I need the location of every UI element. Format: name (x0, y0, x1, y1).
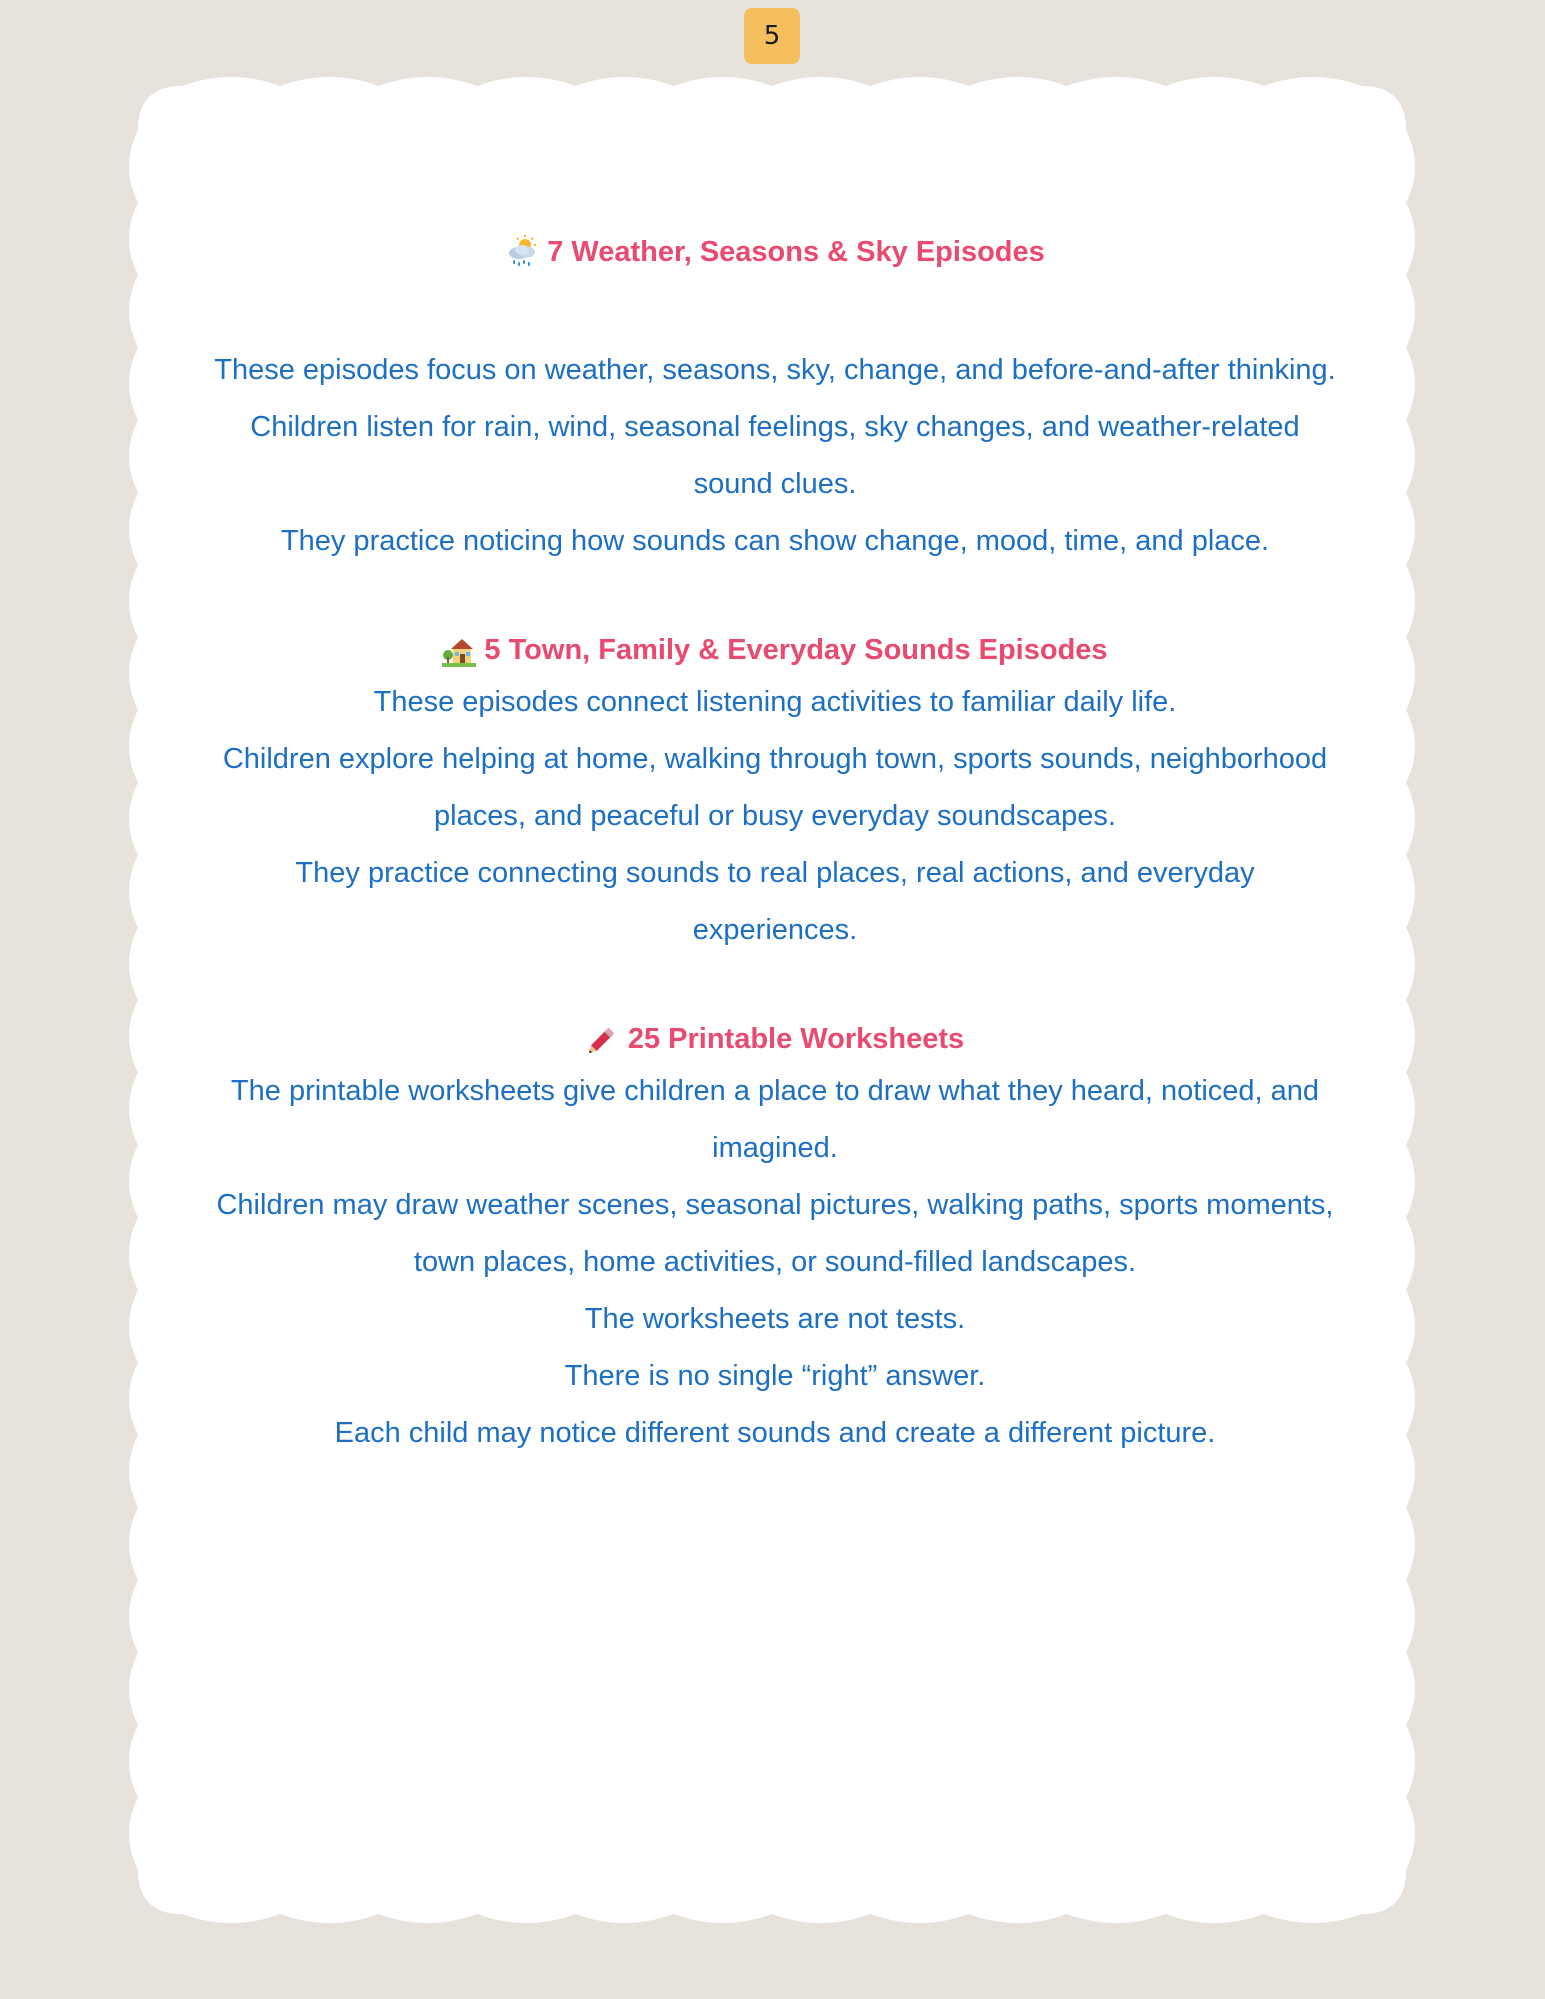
section-worksheets (210, 1015, 1340, 1462)
section-heading-weather (210, 228, 1340, 276)
section-heading-worksheets (210, 1015, 1340, 1063)
paragraph: These episodes focus on weather, seasons, sky, change, and before-and-after thinking. (214, 354, 1336, 386)
pencil-icon (586, 1022, 620, 1056)
paragraph: Children listen for rain, wind, seasonal feelings, sky changes, and weather-related sound clues. (250, 411, 1300, 500)
section-heading-town (210, 626, 1340, 674)
section-town-family (210, 626, 1340, 959)
paragraph: The printable worksheets give children a place to draw what they heard, noticed, and imagined. (230, 1075, 1320, 1164)
paragraph: They practice noticing how sounds can show change, mood, time, and place. (280, 525, 1270, 557)
page-number-badge (744, 8, 800, 64)
section-heading-text: 7 Weather, Seasons & Sky Episodes (547, 236, 1045, 268)
paragraph: Children may draw weather scenes, seasonal pictures, walking paths, sports moments, town places, home activities, or sound-filled landscapes. (216, 1189, 1334, 1278)
page-number: 5 (763, 21, 781, 51)
paragraph: The worksheets are not tests. (584, 1303, 966, 1335)
paragraph: These episodes connect listening activities to familiar daily life. (373, 686, 1177, 718)
paragraph: There is no single “right” answer. (564, 1360, 986, 1392)
section-heading-text: 5 Town, Family & Everyday Sounds Episodes (484, 634, 1108, 666)
house-with-garden-icon (442, 633, 476, 667)
sun-behind-rain-cloud-icon (505, 235, 539, 269)
page-content (210, 228, 1340, 1462)
section-heading-text: 25 Printable Worksheets (627, 1023, 965, 1055)
paragraph: Each child may notice different sounds and create a different picture. (334, 1417, 1216, 1449)
paragraph: Children explore helping at home, walking through town, sports sounds, neighborhood places, and peaceful or busy everyday soundscapes. (222, 743, 1328, 832)
paragraph: They practice connecting sounds to real places, real actions, and everyday experiences. (295, 857, 1255, 946)
section-weather (210, 228, 1340, 570)
